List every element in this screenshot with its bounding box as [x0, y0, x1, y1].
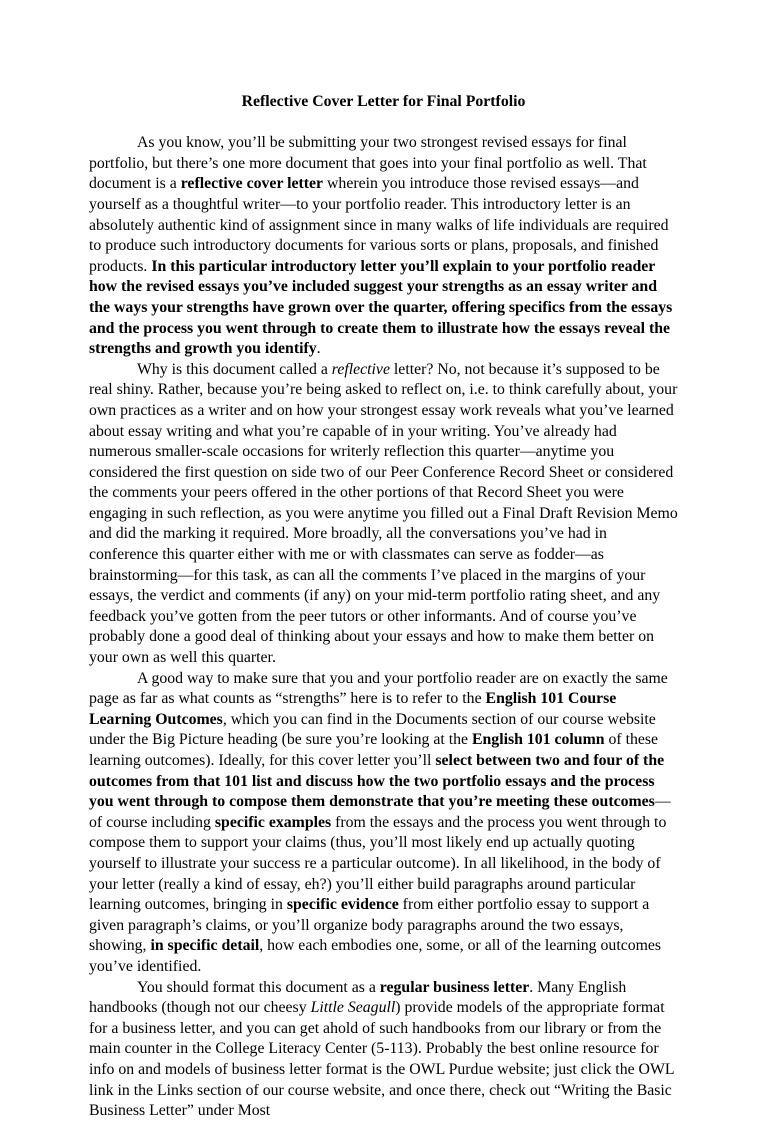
text-run: .	[316, 340, 321, 358]
text-run: , how each embodies one, some, or all of the learning outcomes you’ve identified.	[89, 937, 662, 975]
bold-run: In this particular introductory letter you’ll explain to your portfolio reader how the revised essays you’ve included suggest your strengths as an essay writer and the ways your strengths have grown over the quarter, offering specifics from the essays and the process you went through to create them to illustrate how the essays reveal the strengths and growth you identify	[89, 257, 673, 358]
text-run: You should format this document as a	[137, 978, 380, 996]
bold-run: English 101 Course Learning Outcomes	[89, 690, 617, 728]
text-run: . Many English handbooks (though not our cheesy	[89, 978, 627, 1017]
bold-run: reflective cover letter	[180, 175, 324, 193]
italic-run: reflective	[331, 360, 390, 378]
bold-run: specific evidence	[286, 896, 399, 914]
text-run: wherein you introduce those revised essays—and yourself as a thoughtful writer—to your portfolio reader. This introductory letter is an absolutely authentic kind of assignment since in many walks of life individuals are required to produce such introductory documents for various sorts or plans, proposals, and finished products.	[89, 175, 669, 275]
text-run: Why is this document called a	[137, 360, 332, 378]
paragraph-intro	[89, 133, 678, 360]
text-run: ) provide models of the appropriate format for a business letter, and you can get ahold of such handbooks from our library or from the main counter in the College Literacy Center (5-113). Probably the best online resource for info on and models of business letter format is the OWL Purdue website; just click the OWL link in the Links section of our course website, and once there, check out “Writing the Basic Business Letter” under Most	[89, 999, 674, 1120]
text-run: , which you can find in the Documents section of our course website under the Big Picture heading (be sure you’re looking at the	[89, 710, 656, 749]
text-run: from the essays and the process you went through to compose them to support your claims (thus, you’ll most likely end up actually quoting yourself to illustrate your success re a particular outcome). In all likelihood, in the body of your letter (really a kind of essay, eh?) you’ll either build paragraphs around particular learning outcomes, bringing in	[89, 813, 667, 914]
text-run: As you know, you’ll be submitting your two strongest revised essays for final portfolio, but there’s one more document that goes into your final portfolio as well. That document is a	[89, 134, 647, 193]
bold-run: English 101 column	[471, 731, 605, 749]
bold-run: select between two and four of the outcomes from that 101 list and discuss how the two portfolio essays and the process you went through to compose them demonstrate that you’re meeting these outcomes	[89, 752, 665, 811]
document-title: Reflective Cover Letter for Final Portfolio	[241, 93, 526, 110]
paragraph-outcomes	[89, 669, 678, 978]
bold-run: in specific detail	[150, 937, 260, 955]
bold-run: specific examples	[214, 813, 332, 831]
text-run: of these learning outcomes). Ideally, for this cover letter you’ll	[89, 731, 659, 769]
paragraph-format	[89, 978, 678, 1122]
bold-run: regular business letter	[379, 978, 530, 996]
text-run: —of course including	[89, 793, 671, 831]
italic-run: Little Seagull	[310, 999, 396, 1017]
text-run: A good way to make sure that you and your portfolio reader are on exactly the same page as far as what counts as “strengths” here is to refer to the	[89, 669, 668, 708]
text-run: from either portfolio essay to support a given paragraph’s claims, or you’ll organize body paragraphs around the two essays, showing,	[89, 896, 650, 955]
paragraph-reflective	[89, 360, 678, 669]
text-run: letter? No, not because it’s supposed to be real shiny. Rather, because you’re being asked to reflect on, i.e. to think carefully about, your own practices as a writer and on how your strongest essay work reveals what you’ve learned about essay writing and what you’re capable of in your writing. You’ve already had numerous smaller-scale occasions for writerly reflection this quarter—anytime you considered the first question on side two of our Peer Conference Record Sheet or considered the comments your peers offered in the other portions of that Record Sheet you were engaging in such reflection, as you were anytime you filled out a Final Draft Revision Memo and did the marking it required. More broadly, all the conversations you’ve had in conference this quarter either with me or with classmates can serve as fodder—as brainstorming—for this task, as can all the comments I’ve placed in the margins of your essays, the verdict and comments (if any) on your mid-term portfolio rating sheet, and any feedback you’ve gotten from the peer tutors or other informants. And of course you’ve probably done a good deal of thinking about your essays and how to make them better on your own as well this quarter.	[89, 360, 678, 667]
